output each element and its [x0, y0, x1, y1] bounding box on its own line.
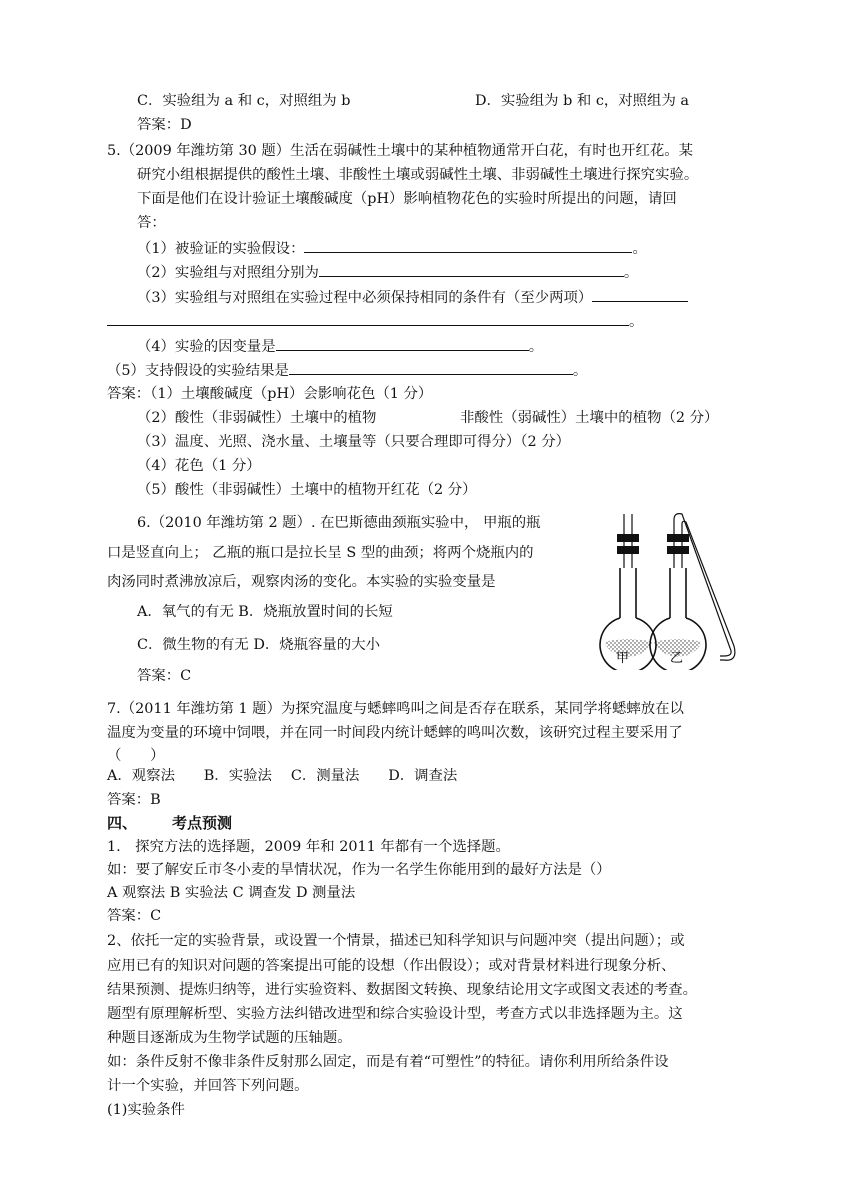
paragraph-line: 2、依托一定的实验背景，或设置一个情景，描述已知科学知识与问题冲突（提出问题）；或 [107, 933, 685, 949]
paragraph-line: 结果预测、提炼归纳等，进行实验资料、数据图文转换、现象结论用文字或图文表述的考查。 [107, 982, 698, 998]
choice-c: C．实验组为 a 和 c，对照组为 b [137, 93, 351, 109]
choice-d: D．实验组为 b 和 c，对照组为 a [475, 93, 689, 109]
choice-line: C．微生物的有无 D．烧瓶容量的大小 [137, 637, 380, 653]
label-yi: 乙 [670, 651, 684, 666]
question-6-line: 6.（2010 年潍坊第 2 题）. 在巴斯德曲颈瓶实验中， 甲瓶的瓶 [137, 515, 541, 531]
question-5-line: 下面是他们在设计验证土壤酸碱度（pH）影响植物花色的实验时所提出的问题，请回 [137, 191, 677, 207]
sub-question-5: （5）支持假设的实验结果是 。 [107, 360, 587, 381]
answer-line: （5）酸性（非弱碱性）土壤中的植物开红花（2 分） [137, 482, 477, 498]
answer-line: （4）花色（1 分） [137, 458, 261, 474]
sub-question-3-cont: 。 [107, 311, 643, 332]
paragraph-line: 1. 探究方法的选择题，2009 年和 2011 年都有一个选择题。 [107, 839, 510, 855]
flask-jia [600, 514, 656, 670]
question-5-line: 研究小组根据提供的酸性土壤、非酸性土壤或弱碱性土壤、非弱碱性土壤进行探究实验。 [137, 167, 699, 183]
paragraph-line: 答案：C [107, 908, 162, 924]
choice-line: A．观察法 B．实验法 C．测量法 D．调查法 [107, 768, 458, 784]
sub-question-1: （1）被验证的实验假设： 。 [137, 238, 647, 259]
section-number: 四、 [107, 814, 138, 832]
question-5-line: 答： [137, 215, 166, 231]
choice-line: A．氧气的有无 B．烧瓶放置时间的长短 [137, 604, 393, 620]
answer: 答案：B [107, 792, 161, 808]
paragraph-line: A 观察法 B 实验法 C 调查发 D 测量法 [107, 885, 356, 901]
answer-line: 非酸性（弱碱性）土壤中的植物（2 分） [460, 410, 719, 426]
question-7-line: 7.（2011 年潍坊第 1 题）为探究温度与蟋蟀鸣叫之间是否存在联系，某同学将蟋蟀放在以 [107, 701, 684, 717]
answer-line: 答案：（1）土壤酸碱度（pH）会影响花色（1 分） [107, 386, 433, 402]
paragraph-line: 应用已有的知识对问题的答案提出可能的设想（作出假设）；或对背景材料进行现象分析、 [107, 958, 676, 974]
answer-line: （2）酸性（非弱碱性）土壤中的植物 [137, 410, 377, 426]
paragraph-line: (1)实验条件 [107, 1102, 185, 1118]
question-5-line: 5.（2009 年潍坊第 30 题）生活在弱碱性土壤中的某种植物通常开白花，有时也开红花。某 [107, 143, 694, 159]
question-6-line: 口是竖直向上； 乙瓶的瓶口是拉长呈 S 型的曲颈；将两个烧瓶内的 [107, 545, 534, 561]
question-7-line: （ ） [107, 748, 165, 764]
question-7-line: 温度为变量的环境中饲喂，并在同一时间段内统计蟋蟀的鸣叫次数，该研究过程主要采用了 [107, 725, 683, 741]
answer: 答案：D [137, 117, 192, 133]
paragraph-line: 如：条件反射不像非条件反射那么固定，而是有着“可塑性”的特征。请你利用所给条件设 [107, 1054, 669, 1070]
label-jia: 甲 [616, 651, 630, 666]
section-title: 考点预测 [172, 814, 233, 832]
sub-question-2: （2）实验组与对照组分别为 。 [137, 262, 638, 283]
answer-line: （3）温度、光照、浇水量、土壤量等（只要合理即可得分）（2 分） [137, 434, 571, 450]
flask-yi [650, 514, 735, 670]
answer: 答案：C [137, 668, 192, 684]
paragraph-line: 如：要了解安丘市冬小麦的旱情状况，作为一名学生你能用到的最好方法是（） [107, 862, 611, 878]
sub-question-4: （4）实验的因变量是 。 [137, 336, 543, 357]
question-6-line: 肉汤同时煮沸放凉后，观察肉汤的变化。本实验的实验变量是 [107, 574, 496, 590]
paragraph-line: 计一个实验，并回答下列问题。 [107, 1078, 309, 1094]
sub-question-3: （3）实验组与对照组在实验过程中必须保持相同的条件有（至少两项） [137, 287, 688, 308]
paragraph-line: 题型有原理解析型、实验方法纠错改进型和综合实验设计型，考查方式以非选择题为主。这 [107, 1006, 683, 1022]
paragraph-line: 种题目逐渐成为生物学试题的压轴题。 [107, 1030, 352, 1046]
pasteur-flask-figure [590, 510, 740, 670]
